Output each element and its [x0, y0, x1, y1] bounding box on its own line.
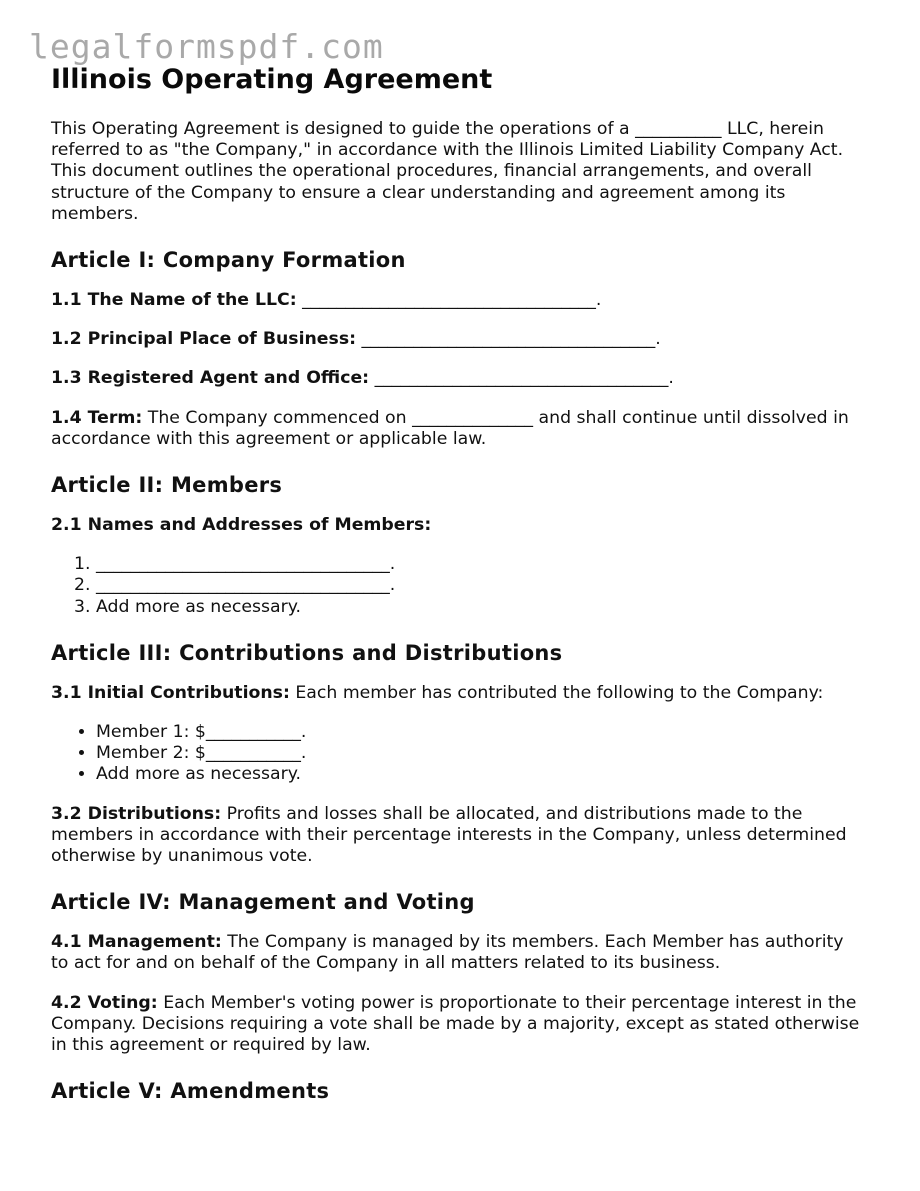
article-5-heading: Article V: Amendments [51, 1079, 330, 1104]
section-1-2 [51, 329, 866, 350]
section-4-2-text: Each Member's voting power is proportionate to their percentage interest in the Company. Decisions requiring a vote shall be made by a majority, except as stated otherwise in this agreement or required by law. [51, 992, 860, 1056]
intro-paragraph: This Operating Agreement is designed to guide the operations of a __________ LLC, herein referred to as "the Company," in accordance with the Illinois Limited Liability Company Act. This document outlines the operational procedures, financial arrangements, and overall structure of the Company to ensure a clear understanding and agreement among its members. [51, 119, 844, 224]
section-4-1 [51, 932, 866, 974]
list-item: 1. __________________________________. [96, 554, 866, 575]
section-4-1-label: 4.1 Management: [51, 932, 222, 953]
contributions-list [51, 722, 866, 786]
section-3-2 [51, 804, 866, 868]
section-1-4-label: 1.4 Term: [51, 407, 143, 428]
section-1-2-label: 1.2 Principal Place of Business: [51, 329, 357, 350]
section-1-3-label: 1.3 Registered Agent and Office: [51, 368, 370, 389]
list-item: • Member 2: $___________. [96, 743, 866, 764]
section-3-1-label: 3.1 Initial Contributions: [51, 682, 290, 703]
document-title: Illinois Operating Agreement [51, 64, 493, 95]
section-1-1-label: 1.1 The Name of the LLC: [51, 290, 297, 311]
section-3-1 [51, 683, 866, 704]
section-1-2-text: __________________________________. [356, 329, 661, 350]
list-item: 3. Add more as necessary. [96, 597, 866, 618]
list-item: 2. __________________________________. [96, 575, 866, 596]
article-4-heading: Article IV: Management and Voting [51, 890, 475, 915]
watermark-logo: legalformspdf.com [29, 27, 384, 66]
article-3-heading: Article III: Contributions and Distributions [51, 640, 563, 665]
section-1-4-text: The Company commenced on ______________ and shall continue until dissolved in accordance with this agreement or applicable law. [51, 407, 849, 449]
section-3-2-text: Profits and losses shall be allocated, and distributions made to the members in accordance with their percentage interests in the Company, unless determined otherwise by unanimous vote. [51, 803, 847, 867]
document-page [51, 64, 866, 1121]
section-4-1-text: The Company is managed by its members. Each Member has authority to act for and on behalf of the Company in all matters related to its business. [51, 932, 844, 974]
list-item: • Add more as necessary. [96, 764, 866, 785]
list-item: • Member 1: $___________. [96, 722, 866, 743]
article-2-heading: Article II: Members [51, 473, 283, 498]
section-4-2-label: 4.2 Voting: [51, 992, 158, 1013]
section-2-1-label: 2.1 Names and Addresses of Members: [51, 515, 432, 536]
section-1-1 [51, 290, 866, 311]
section-4-2 [51, 993, 866, 1057]
section-1-3 [51, 368, 866, 389]
section-3-1-text: Each member has contributed the following to the Company: [289, 682, 824, 703]
article-1-heading: Article I: Company Formation [51, 248, 406, 273]
section-1-3-text: __________________________________. [369, 368, 674, 389]
section-3-2-label: 3.2 Distributions: [51, 803, 222, 824]
section-1-4 [51, 408, 866, 450]
section-1-1-text: __________________________________. [296, 290, 602, 311]
members-list [51, 554, 866, 618]
